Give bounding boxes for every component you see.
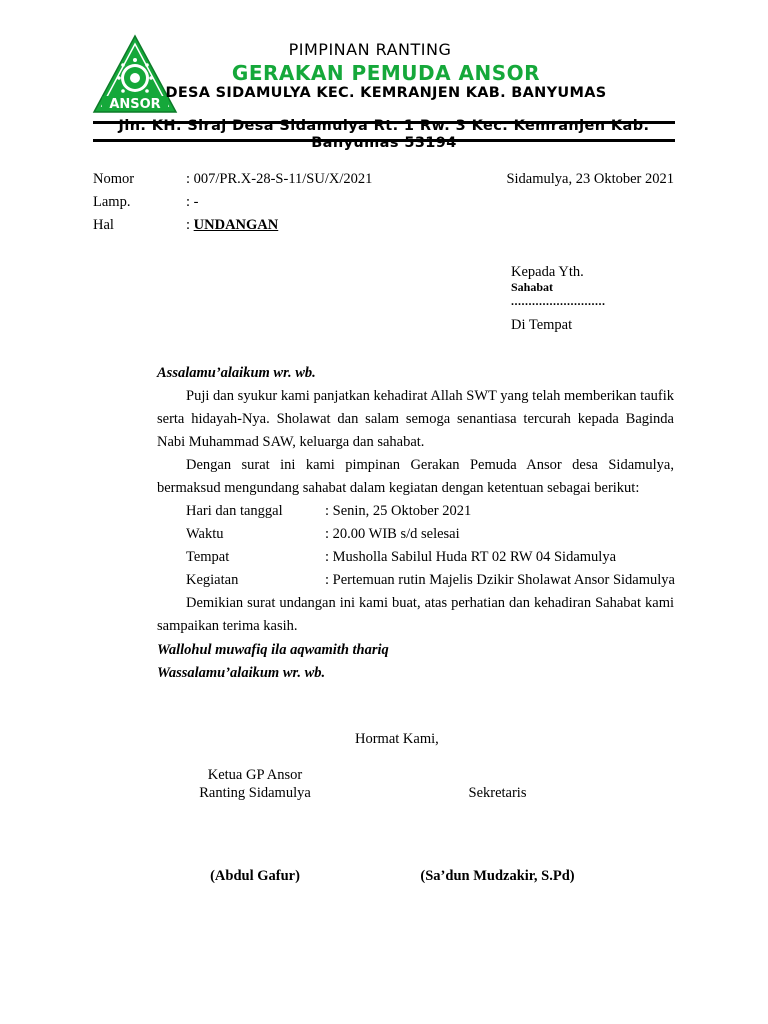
hal-value xyxy=(186,216,278,234)
org-line-2: GERAKAN PEMUDA ANSOR xyxy=(231,61,541,85)
chairman-title xyxy=(170,766,340,802)
detail-label: Waktu xyxy=(186,526,224,542)
hal-label: Hal xyxy=(93,217,114,233)
paragraph-invitation: Dengan surat ini kami pimpinan Gerakan Pemuda Ansor desa Sidamulya, bermaksud mengundang sahabat dalam kegiatan dengan ketentuan sebagai berikut: xyxy=(157,457,674,496)
closing-salutation: Wassalamu’alaikum wr. wb. xyxy=(157,665,326,681)
recipient-name: Sahabat xyxy=(511,280,554,294)
chairman-title-line-1: Ketua GP Ansor xyxy=(207,767,303,783)
detail-row-time xyxy=(186,523,676,546)
recipient-place: Di Tempat xyxy=(511,317,573,333)
hal-prefix: : xyxy=(186,217,194,233)
detail-label: Hari dan tanggal xyxy=(186,503,283,519)
detail-label: Kegiatan xyxy=(186,572,239,588)
detail-row-date xyxy=(186,500,676,523)
lamp-value: : - xyxy=(186,194,199,210)
regards-text: Hormat Kami, xyxy=(355,731,439,747)
nomor-label: Nomor xyxy=(93,171,135,187)
address-line-1: Jln. KH. Siraj Desa Sidamulya Rt. 1 Rw. 3 Kec. Kemranjen Kab. xyxy=(118,118,650,134)
detail-value: : 20.00 WIB s/d selesai xyxy=(325,526,460,542)
ansor-emblem-icon xyxy=(92,34,178,114)
letter-date: Sidamulya, 23 Oktober 2021 xyxy=(506,171,674,187)
recipient-greeting: Kepada Yth. xyxy=(511,264,584,280)
detail-row-activity xyxy=(186,569,676,592)
lamp-label: Lamp. xyxy=(93,194,131,210)
org-line-1: PIMPINAN RANTING xyxy=(288,40,452,59)
secretary-title: Sekretaris xyxy=(468,785,527,801)
detail-label: Tempat xyxy=(186,549,230,565)
logo-text: ANSOR xyxy=(109,97,161,112)
event-details xyxy=(186,500,676,592)
paragraph-closing: Demikian surat undangan ini kami buat, atas perhatian dan kehadiran Sahabat kami sampaikan terima kasih. xyxy=(157,595,674,634)
chairman-name: (Abdul Gafur) xyxy=(210,868,300,884)
detail-value: : Musholla Sabilul Huda RT 02 RW 04 Sidamulya xyxy=(325,549,617,565)
nomor-value: : 007/PR.X-28-S-11/SU/X/2021 xyxy=(186,171,373,187)
chairman-title-line-2: Ranting Sidamulya xyxy=(199,785,311,801)
detail-row-place xyxy=(186,546,676,569)
org-line-3: DESA SIDAMULYA KEC. KEMRANJEN KAB. BANYUMAS xyxy=(165,85,607,101)
closing-prayer: Wallohul muwafiq ila aqwamith thariq xyxy=(157,642,389,658)
ansor-logo xyxy=(92,34,178,114)
paragraph-opening: Puji dan syukur kami panjatkan kehadirat Allah SWT yang telah memberikan taufik serta hidayah-Nya. Sholawat dan salam semoga senantiasa tercurah kepada Baginda Nabi Muhammad SAW, keluarga dan sahabat. xyxy=(157,388,674,450)
opening-salutation: Assalamu’alaikum wr. wb. xyxy=(157,365,316,381)
recipient-dots: ........................... xyxy=(511,294,606,308)
address-line-2: Banyumas 53194 xyxy=(311,135,457,151)
detail-value: : Senin, 25 Oktober 2021 xyxy=(325,503,472,519)
hal-subject: UNDANGAN xyxy=(193,217,279,233)
detail-value: : Pertemuan rutin Majelis Dzikir Sholawat Ansor Sidamulya xyxy=(325,572,675,588)
secretary-name: (Sa’dun Mudzakir, S.Pd) xyxy=(420,868,575,884)
